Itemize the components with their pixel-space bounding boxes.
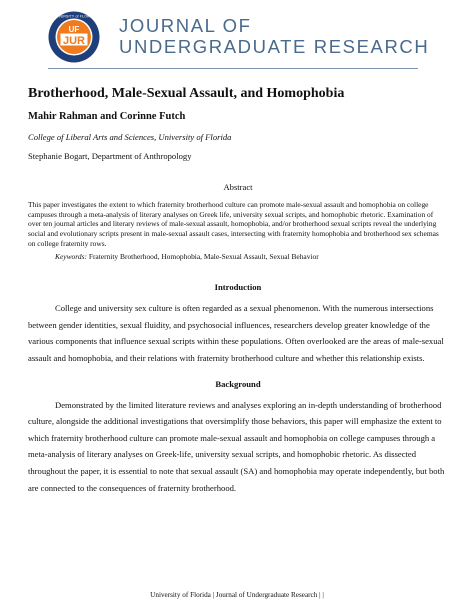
keywords-label: Keywords: <box>55 251 87 261</box>
header-divider <box>48 68 418 69</box>
logo-ring-text: UNIVERSITY of FLORIDA <box>52 14 96 19</box>
introduction-paragraph: College and university sex culture is often regarded as a sexual phenomenon. With the numerous intersections between gender identities, sexual fluidity, and psychosocial influences, researchers develop greater knowledge of the various components that influence sexual scripts within these populations. Often overlooked are the areas of male-sexual assault and homophobia, and their relations with fraternity brotherhood culture and whether this relationship exists. <box>28 303 444 363</box>
article-title: Brotherhood, Male-Sexual Assault, and Homophobia <box>28 86 345 101</box>
background-heading: Background <box>215 378 261 389</box>
background-paragraph: Demonstrated by the limited literature reviews and analyses exploring an in-depth understanding of brotherhood culture, alongside the additional investigations that oversimplify those behaviors, this paper will emphasize the extent to which fraternity brotherhood culture can promote male-sexual assault and homophobia on college campuses through a meta-analysis of literary analyses on Greek-life, university sexual scripts, and homophobic rhetoric. As dissected throughout the paper, it is essential to note that sexual assault (SA) and homophobia may operate independently, but both are connected to the consequences of fraternity brotherhood. <box>28 399 445 493</box>
logo-jur-text: JUR <box>62 35 86 47</box>
faculty-advisor: Stephanie Bogart, Department of Anthropology <box>28 151 192 161</box>
introduction-heading: Introduction <box>214 282 262 293</box>
page-footer: University of Florida | Journal of Undergraduate Research | | <box>150 591 324 599</box>
keywords-text: Fraternity Brotherhood, Homophobia, Male-Sexual Assault, Sexual Behavior <box>88 251 319 261</box>
abstract-heading: Abstract <box>223 182 253 192</box>
journal-title <box>119 15 429 57</box>
author-affiliation: College of Liberal Arts and Sciences, University of Florida <box>28 132 232 142</box>
logo-uf-text: UF <box>68 25 80 34</box>
keywords-line <box>28 252 448 262</box>
abstract-text: This paper investigates the extent to which fraternity brotherhood culture can promote male-sexual assault and homophobia on college campuses through a meta-analysis of literary analyses on Greek life, university sexual scripts, and homophobic rhetoric. Examination of over ten journal articles and literary reviews of male-sexual assault, homophobia, and/or brotherhood sexual scripts reveal the underlying social and evolutionary scripts present in male-sexual assault cases, intersecting with fraternity homophobia and brotherhood sex schemas on college fraternity rows. <box>28 200 439 248</box>
journal-title-line1: JOURNAL OF <box>119 15 252 36</box>
article-body <box>28 85 448 496</box>
article-authors: Mahir Rahman and Corinne Futch <box>28 111 186 122</box>
journal-title-line2: UNDERGRADUATE RESEARCH <box>119 36 430 57</box>
journal-logo <box>48 11 100 63</box>
